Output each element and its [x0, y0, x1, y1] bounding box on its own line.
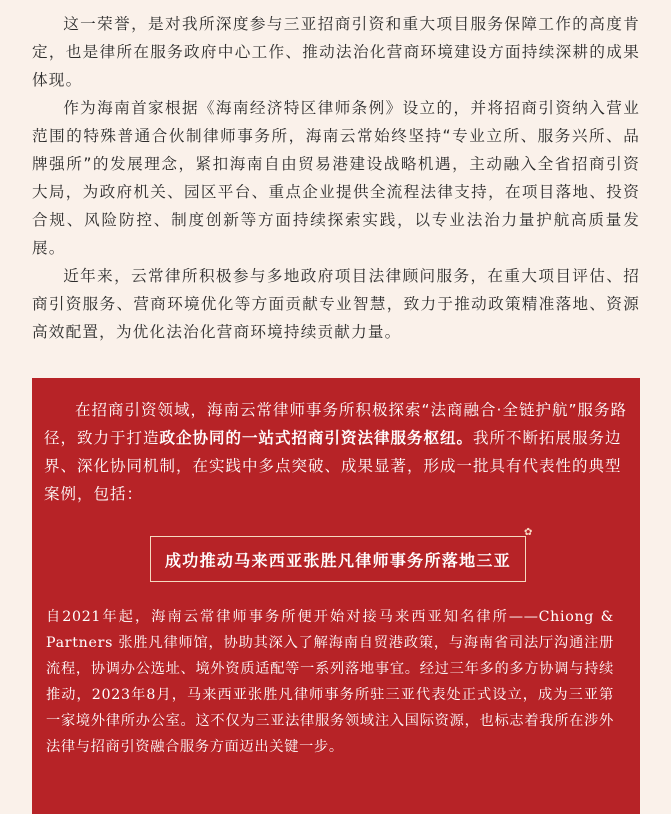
intro-paragraph-1: 这一荣誉，是对我所深度参与三亚招商引资和重大项目服务保障工作的高度肯定，也是律所在服务政府中心工作、推动法治化营商环境建设方面持续深耕的成果体现。	[32, 15, 640, 89]
case-title: 成功推动马来西亚张胜凡律师事务所落地三亚	[164, 550, 511, 570]
panel-lead-part-1: 在招商引资领域，海南云常律师事务所积极探索“法商融合·全链护航”服务路径，致力于打造	[44, 401, 627, 447]
intro-section	[32, 10, 640, 346]
case-body-text: 自2021年起，海南云常律师事务所便开始对接马来西亚知名律所——Chiong & Partners 张胜凡律师馆，协助其深入了解海南自贸港政策，与海南省司法厅沟通注册流程，协调办公选址、境外资质适配等一系列落地事宜。经过三年多的多方协调与持续推动，2023年8月，马来西亚张胜凡律师事务所驻三亚代表处正式设立，成为三亚第一家境外律所办公室。这不仅为三亚法律服务领域注入国际资源，也标志着我所在涉外法律与招商引资融合服务方面迈出关键一步。	[46, 609, 614, 755]
panel-lead-text	[44, 396, 628, 508]
panel-lead-part-2: 我所不断拓展服务边界、深化协同机制，在实践中多点突破、成果显著，形成一批具有代表性的典型案例，包括：	[44, 429, 622, 503]
intro-paragraph-2: 作为海南首家根据《海南经济特区律师条例》设立的，并将招商引资纳入营业范围的特殊普通合伙制律师事务所，海南云常始终坚持“专业立所、服务兴所、品牌强所”的发展理念，紧扣海南自由贸易港建设战略机遇，主动融入全省招商引资大局，为政府机关、园区平台、重点企业提供全流程法律支持，在项目落地、投资合规、风险防控、制度创新等方面持续探索实践，以专业法治力量护航高质量发展。	[32, 99, 640, 257]
case-title-box	[150, 536, 526, 582]
intro-paragraph-3: 近年来，云常律所积极参与多地政府项目法律顾问服务，在重大项目评估、招商引资服务、营商环境优化等方面贡献专业智慧，致力于推动政策精准落地、资源高效配置，为优化法治化营商环境持续贡献力量。	[32, 267, 640, 341]
panel-lead-bold: 政企协同的一站式招商引资法律服务枢纽。	[159, 429, 474, 447]
corner-flower-icon: ✿	[524, 527, 533, 538]
